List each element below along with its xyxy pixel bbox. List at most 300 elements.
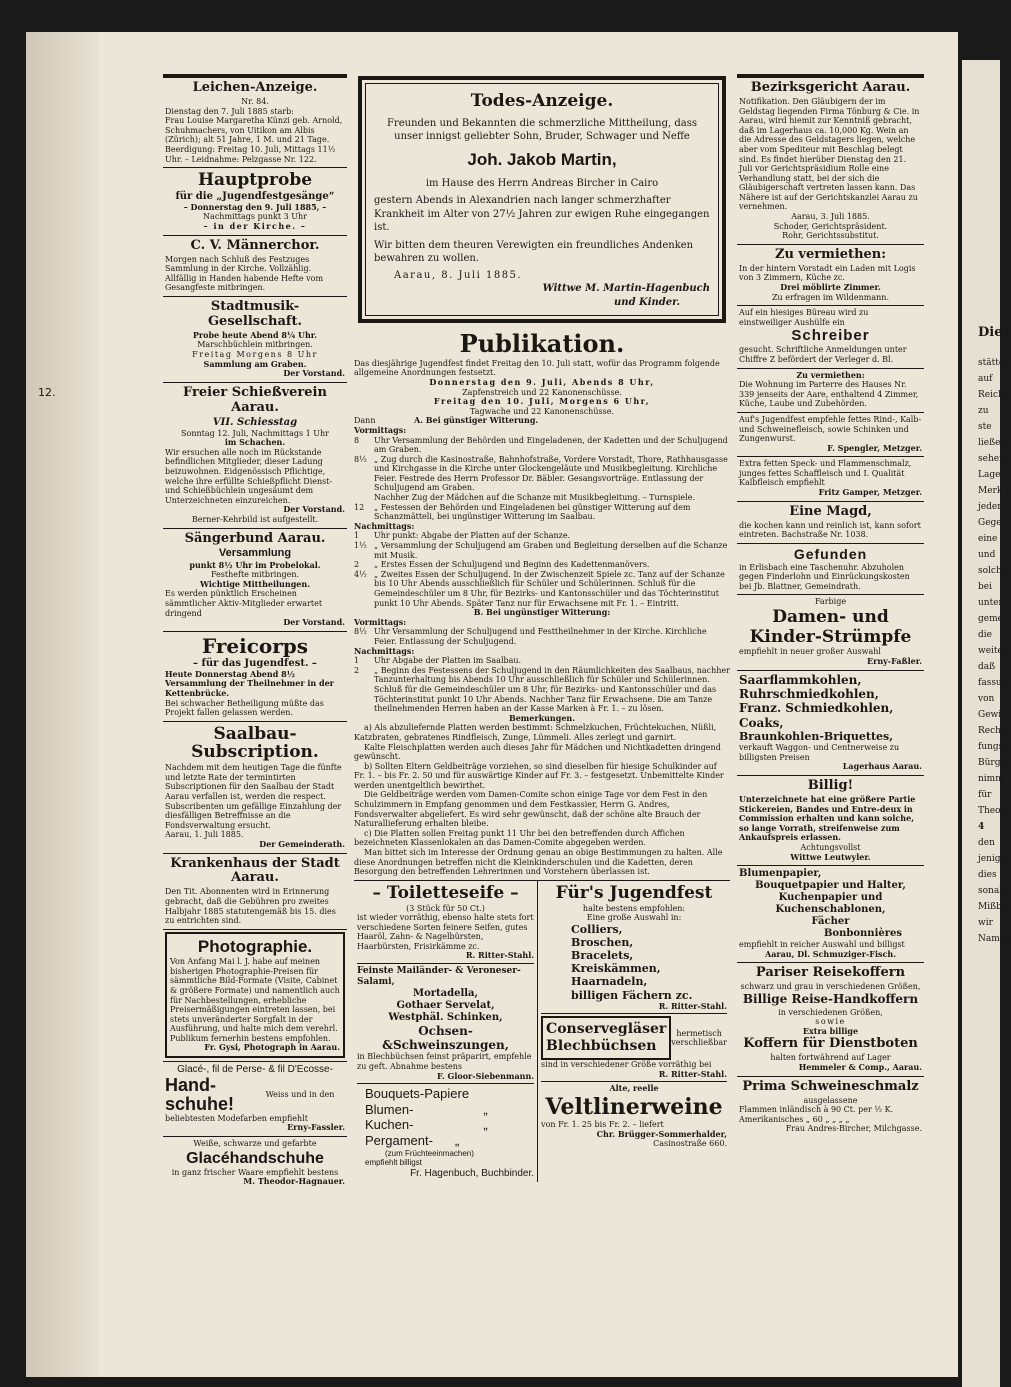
edge-word: den xyxy=(978,838,995,848)
papier-l2: Bouquetpapier und Halter, xyxy=(755,880,906,892)
magd-ad xyxy=(737,502,924,544)
rule xyxy=(357,1083,534,1084)
papier-l4: Kuchenschablonen, xyxy=(775,904,886,916)
schiessverein-title: Freier Schießverein Aarau. xyxy=(183,384,327,415)
edge-word: Mißbr xyxy=(978,902,1007,912)
vermiethen-title: Zu vermiethen: xyxy=(774,246,887,262)
todes-l4: Wir bitten dem theuren Verewigten ein freundliches Andenken bewahren zu wollen. xyxy=(374,239,694,265)
jugendfest-sig: R. Ritter-Stahl. xyxy=(658,1000,727,1011)
bouquets-l5: (zum Früchteeinmachen) xyxy=(385,1148,474,1158)
salami-text: in Blechbüchsen feinst präparirt, empfehle zu geft. Abnahme bestens xyxy=(357,1052,532,1072)
edge-word: geme xyxy=(978,614,1003,624)
column-left xyxy=(163,74,347,1304)
bouquets-l3: Kuchen- xyxy=(365,1117,414,1133)
schedule-time: 12 xyxy=(354,502,365,512)
edge-word: Recht xyxy=(978,726,1005,736)
jugendfest-title: Für's Jugendfest xyxy=(555,882,713,903)
schiessverein-text: Wir ersuchen alle noch im Rückstande befindlichen Mitglieder, dieser Ladung beizuwohnen. Eidgenössisch Pflichtige, welche ihre erfüllte Schießpflicht Dienst- und Schießbüchlein ungesäumt dem Unterzeichneten einzureichen. xyxy=(165,447,333,505)
publikation-a: A. Bei günstiger Witterung. xyxy=(414,415,539,426)
schedule-text: „ Versammlung der Schuljugend am Graben und Begleitung derselben auf die Schanze mit Musik. xyxy=(374,541,728,560)
conserve-ad xyxy=(541,1016,727,1079)
bouquets-l6: empfiehlt billigst xyxy=(365,1158,422,1168)
papier-sig: Aarau, Dl. Schmuziger-Fisch. xyxy=(765,948,896,959)
publikation-rows-a xyxy=(354,436,730,522)
billig-ad xyxy=(737,776,924,866)
papier-text: empfiehlt in reicher Auswahl und billigst xyxy=(739,940,905,950)
stadtmusik-sig: Der Vorstand. xyxy=(283,368,345,379)
edge-word: nimm xyxy=(978,774,1004,784)
bottom-left-stack xyxy=(354,881,538,1182)
rule xyxy=(357,963,534,964)
publikation-d4: Tagwache und 22 Kanonenschüsse. xyxy=(470,406,614,416)
vermiethen-text: In der hintern Vorstadt ein Laden mit Logis von 3 Zimmern, Küche zc. xyxy=(739,263,916,283)
handschuhe-row xyxy=(165,1076,345,1114)
edge-word: auf xyxy=(978,374,993,384)
conserve-right1: hermetisch xyxy=(676,1028,722,1038)
stadtmusik-l2: Marschbüchlein mitbringen. xyxy=(197,340,313,350)
conserve-row xyxy=(541,1016,727,1060)
veltliner-title: Veltlinerweine xyxy=(545,1093,723,1120)
bouquets-ad xyxy=(357,1086,534,1180)
salami-l2: Mortadella, xyxy=(413,987,479,999)
publikation-rows-c xyxy=(354,627,730,646)
saengerbund-sub: Versammlung xyxy=(218,547,292,560)
rule xyxy=(541,1081,727,1082)
todes-title: Todes-Anzeige. xyxy=(470,91,614,111)
publikation-intro: Das diesjährige Jugendfest findet Freitag den 10. Juli statt, wofür das Programm folgende allgemeine Anordnungen festsetzt. xyxy=(354,358,720,378)
struempfe-title1: Damen- und xyxy=(772,606,889,627)
bottom-right-stack xyxy=(538,881,730,1182)
margin-note: 12. xyxy=(38,386,56,399)
schedule-row xyxy=(354,436,730,455)
gamper-text: Extra fetten Speck- und Flammenschmalz, junges fettes Schaffleisch und I. Qualität Kalbfleisch empfiehlt xyxy=(739,459,912,488)
schedule-text: Uhr Versammlung der Schuljugend und Festtheilnehmer in der Kirche. Kirchliche Feier. Entlassung der Schuljugend. xyxy=(374,627,707,646)
saengerbund-l1: punkt 8½ Uhr im Probelokal. xyxy=(189,559,321,570)
schiessverein-sig: Der Vorstand. xyxy=(283,504,345,515)
edge-word: jenige xyxy=(978,854,1006,864)
publikation-a-row xyxy=(354,416,730,426)
edge-word: solche xyxy=(978,566,1008,576)
edge-word: daß xyxy=(978,662,996,672)
edge-word: jeder xyxy=(978,502,1002,512)
saalbau-title: Saalbau-Subscription. xyxy=(191,723,319,763)
krankenhaus-ad xyxy=(163,854,347,930)
billig-l2: Achtungsvollst xyxy=(800,842,861,852)
edge-word-list xyxy=(978,355,1011,947)
koffer-sig: Hemmeler & Comp., Aarau. xyxy=(798,1061,922,1072)
note-paragraph: Die Geldbeiträge werden vom Damen-Comite schon einige Tage vor dem Fest in den Schulzimmern in Empfang genommen und dem Festkassier, Herrn G. Andres, Fondsverwalter abgeliefert. Es wird sehr gewünscht, daß der schöne alte Brauch der Naturallieferung erhalten bleibe. xyxy=(354,790,708,829)
edge-word: fungs xyxy=(978,742,1004,752)
krankenhaus-title: Krankenhaus der Stadt Aarau. xyxy=(170,855,340,886)
glace-title: Glacéhandschuhe xyxy=(186,1149,324,1167)
todes-sig1: Wittwe M. Martin-Hagenbuch xyxy=(542,283,710,295)
kohlen-l4: Coaks, xyxy=(739,715,784,730)
conserve-box xyxy=(541,1016,671,1060)
publikation-d1: Donnerstag den 9. Juli, Abends 8 Uhr, xyxy=(429,376,655,387)
publikation-vorm: Vormittags: xyxy=(354,424,407,435)
bouquets-q: „ xyxy=(483,1117,488,1133)
todes-name: Joh. Jakob Martin, xyxy=(467,149,617,169)
kohlen-l2: Ruhrschmiedkohlen, xyxy=(739,686,879,701)
gefunden-text: in Erlisbach eine Taschenuhr. Abzuholen gegen Finderlohn und Einrückungskosten bei Jb. Blattner, Gemeindrath. xyxy=(739,562,910,591)
bouquets-sig: Fr. Hagenbuch, Buchbinder. xyxy=(410,1167,535,1179)
vermiethen-l2: Drei möblirte Zimmer. xyxy=(780,281,881,292)
struempfe-l1: Farbige xyxy=(814,597,847,607)
schedule-text: „ Beginn des Festessens der Schuljugend in den Räumlichkeiten des Saalbaus, nachher Tanzunterhaltung bis Abends 10 Uhr ausschließlich für Schüler und Schülerinnen. Schluß für die Gemeindeschüler um 8 Uhr, für Bezirks- und Kantonsschüler und das Töchterinstitut punkt 10 Uhr Abends. Nachher Tanz für Erwachsene. Die am Tanze theilnehmenden Herren haben an der Kasse Marken à Fr. 1. – zu lösen. xyxy=(374,665,730,714)
kohlen-l3: Franz. Schmiedkohlen, xyxy=(739,701,894,716)
edge-word: sehen xyxy=(978,454,1005,464)
salami-l3: Gothaer Servelat, xyxy=(396,999,495,1011)
publikation-bem: Bemerkungen. xyxy=(508,712,576,723)
freicorps-ad xyxy=(163,632,347,722)
bouquets-row2 xyxy=(365,1102,534,1118)
edge-word: zu ste xyxy=(978,406,992,432)
photographie-ad xyxy=(163,930,347,1062)
saalbau-date: Aarau, 1. Juli 1885. xyxy=(165,830,244,840)
schedule-row xyxy=(354,560,730,570)
bottom-ads-row1 xyxy=(354,880,730,1182)
gamper-ad xyxy=(737,457,924,501)
koffer-ad xyxy=(737,963,924,1076)
freicorps-text2: Bei schwacher Betheiligung müßte das Projekt fallen gelassen werden. xyxy=(165,698,324,718)
edge-word: bei xyxy=(978,582,992,592)
salami-l1: Feinste Mailänder- & Veroneser-Salami, xyxy=(357,966,521,987)
struempfe-title2: Kinder-Strümpfe xyxy=(749,626,912,647)
saalbau-ad xyxy=(163,722,347,854)
schedule-row xyxy=(354,541,730,560)
publikation-dann: Dann xyxy=(354,416,376,426)
todes-l1: Freunden und Bekannten die schmerzliche Mittheilung, dass unser innigst geliebter Sohn, Bruder, Schwager und Neffe xyxy=(387,117,697,143)
koffer-l2: in verschiedenen Größen, xyxy=(778,1007,883,1017)
spengler-text: Auf's Jugendfest empfehle fettes Rind-, Kalb- und Schweinefleisch, sowie Schinken und Zungenwurst. xyxy=(739,414,922,444)
jugendfest-l2: Eine große Auswahl in: xyxy=(586,913,682,923)
freicorps-sub: – für das Jugendfest. – xyxy=(193,657,317,669)
bezirk-text: Notifikation. Den Gläubigern der im Geldstag liegenden Firma Tönburg & Cie. in Aarau, wird hiemit zur Kenntniß gebracht, daß im Lagerhaus ca. 10,000 Kg. Wein an die Adresse des Geldstagers liegen, welche aber vom Spediteur mit Beschlag belegt sind. Es findet hierüber Dienstag den 21. Juli vor Gerichtspräsidium Rolle eine Verhandlung statt, bei der sich die Gläubigerschaft vertreten lassen kann. Das Nähere ist auf der Gerichtskanzlei Aarau zu vernehmen. xyxy=(739,96,920,212)
schedule-time: 2 xyxy=(354,665,360,675)
jugendfest-ad xyxy=(541,884,727,1012)
bezirk-title: Bezirksgericht Aarau. xyxy=(750,80,911,95)
leichen-l3: Beerdigung: Freitag 10. Juli, Mittags 11½ Uhr. – Leidnahme: Pelzgasse Nr. 122. xyxy=(165,144,336,164)
hauptprobe-title: Hauptprobe xyxy=(197,170,313,191)
schedule-row xyxy=(354,503,730,522)
maennerchor-text: Morgen nach Schluß des Festzuges Sammlung in der Kirche. Vollzählig. Allfällig in Handen habende Hefte vom Gesangfeste mitbringen. xyxy=(165,254,324,293)
todes-anzeige xyxy=(358,76,726,323)
salami-ad xyxy=(357,966,534,1081)
veltliner-sig: Chr. Brügger-Sommerhalder, xyxy=(596,1128,727,1139)
edge-word: von xyxy=(978,694,995,704)
freicorps-text: Heute Donnerstag Abend 8½ Versammlung der Theilnehmer in der Kettenbrücke. xyxy=(165,668,334,698)
schmalz-title: Prima Schweineschmalz xyxy=(742,1078,919,1094)
edge-word: Lage xyxy=(978,470,1001,480)
glace-l2: in ganz frischer Waare empfiehlt bestens xyxy=(171,1167,339,1177)
veltliner-l1: Alte, reelle xyxy=(609,1083,659,1094)
publikation-rows-b xyxy=(354,531,730,608)
conserve-text: sind in verschiedener Größe vorräthig bei xyxy=(541,1060,712,1070)
binding-margin xyxy=(26,32,98,1377)
stadtmusik-ad xyxy=(163,297,347,383)
kohlen-text: verkauft Waggon- und Centnerweise zu billigsten Preisen xyxy=(739,743,900,762)
hauptprobe-sub: für die „Jugendfestgesänge“ xyxy=(175,190,335,202)
stadtmusik-l3: Freitag Morgens 8 Uhr xyxy=(192,349,318,359)
toilette-title: – Toiletteseife – xyxy=(372,882,519,903)
photographie-box xyxy=(165,932,345,1058)
salami-sig: F. Gloor-Siebenmann. xyxy=(437,1070,535,1081)
publikation xyxy=(354,331,730,876)
schedule-time: 1 xyxy=(354,531,360,541)
schedule-text: „ Zug durch die Kasinostraße, Bahnhofstraße, Vordere Vorstadt, Thore, Rathhausgasse und Kirchgasse in die Kirche unter Glockengeläute und Musikbegleitung. Kirchliche Feier. Festrede des Herrn Professor Dr. Bäbler. Gesangsvorträge. Entlassung der Schuljugend am Graben. xyxy=(374,454,728,493)
publikation-notes xyxy=(354,723,730,877)
hauptprobe-ad xyxy=(163,168,347,235)
papier-l1: Blumenpapier, xyxy=(739,868,822,880)
maennerchor-title: C. V. Männerchor. xyxy=(190,237,320,253)
edge-word: fassun xyxy=(978,678,1008,688)
schedule-row xyxy=(354,666,730,714)
publikation-d2: Zapfenstreich und 22 Kanonenschüsse. xyxy=(462,387,622,397)
leichen-l2: Frau Louise Margaretha Künzi geb. Arnold, Schuhmachers, von Uitikon am Albis (Zürich); alt 51 Jahre, 1 M. und 21 Tage. xyxy=(165,116,343,145)
schedule-text: „ Festessen der Behörden und Eingeladenen bei günstiger Witterung auf dem Schanzmätteli, bei ungünstiger Witterung im Saalbau. xyxy=(374,502,691,522)
saalbau-text: Nachdem mit dem heutigen Tage die fünfte und letzte Rate der termintirten Subscriptionen für den Saalbau der Stadt Aarau verfallen ist, werden die respect. Subscribenten um gefällige Einzahlung der diesfälligen Betreffnisse an die Fondsverwaltung ersucht. xyxy=(165,763,342,830)
handschuhe-big: Hand- schuhe! xyxy=(165,1075,235,1114)
salami-l4: Westphäl. Schinken, xyxy=(388,1011,503,1023)
edge-word: und xyxy=(978,550,996,560)
maennerchor-ad xyxy=(163,236,347,297)
schmalz-sig: Frau Andres-Bircher, Milchgasse. xyxy=(785,1124,922,1134)
papier-l3: Kuchenpapier und xyxy=(778,892,883,904)
edge-word: Gege xyxy=(978,518,1002,528)
next-page-edge xyxy=(962,60,1011,1387)
column-right xyxy=(737,74,924,1304)
billig-title: Billig! xyxy=(807,778,854,794)
stadtmusik-l1: Probe heute Abend 8¼ Uhr. xyxy=(192,329,318,340)
schedule-text: „ Zweites Essen der Schuljugend. In der Zwischenzeit Spiele zc. Tanz auf der Schanze bis 10 Uhr Abends ausschließlich für Schüler und Schülerinnen. Schluß für die Gemeindeschüler um 8 Uhr, für Bezirks- und Kantonsschüler und das Töchterinstitut punkt 10 Uhr Abends. Später Tanz nur für Erwachsene mit Fr. 1. – Eintritt. xyxy=(374,569,725,608)
todes-l2: im Hause des Herrn Andreas Bircher in Cairo xyxy=(425,177,659,189)
kohlen-l1: Saarflammkohlen, xyxy=(739,672,862,687)
vermiethen-ad xyxy=(737,245,924,306)
todes-l3: gestern Abends in Alexandrien nach langer schmerzhafter Krankheit im Alter von 27½ Jahren zur ewigen Ruhe eingegangen ist. xyxy=(374,195,710,234)
jugendfest-item: billigen Fächern zc. xyxy=(571,988,693,1002)
bouquets-l2: Blumen- xyxy=(365,1101,414,1117)
schiessverein-l1: Sonntag 12. Juli, Nachmittags 1 Uhr xyxy=(181,428,329,438)
edge-word: Reich xyxy=(978,390,1004,400)
koffer-title2: Billige Reise-Handkoffern xyxy=(742,991,919,1006)
gefunden-title: Gefunden xyxy=(793,545,868,562)
bouquets-q: „ xyxy=(454,1133,460,1149)
vermiethen2-title: Zu vermiethen: xyxy=(796,369,865,380)
bezirksgericht-ad xyxy=(737,74,924,245)
veltliner-ad xyxy=(541,1084,727,1149)
edge-word: unter xyxy=(978,598,1003,608)
schedule-row xyxy=(354,570,730,608)
edge-word: Namen xyxy=(978,934,1011,944)
edge-word: stätte xyxy=(978,358,1005,368)
struempfe-sig: Erny-Faßler. xyxy=(867,655,922,666)
photographie-text: Von Anfang Mai l. J. habe auf meinen bisherigen Photographie-Preisen für sämmtliche Bild-Formate (Visite, Cabinet & größere Formate) und namentlich auch für Nachbestellungen, erhebliche Preisermäßigungen eintreten lassen, bei stets unveränderter Sorgfalt in der Ausführung, und halte mich dem verehrl. Publikum fernerhin bestens empfohlen. xyxy=(170,957,340,1043)
leichen-nr: Nr. 84. xyxy=(241,96,269,106)
rule xyxy=(541,1013,727,1014)
schedule-text: Uhr punkt: Abgabe der Platten auf der Schanze. xyxy=(374,531,571,541)
vermiethen2-ad xyxy=(737,369,924,413)
todes-inner xyxy=(365,83,719,316)
bouquets-row3 xyxy=(365,1117,534,1133)
publikation-nachm: Nachmittags: xyxy=(354,520,415,531)
schedule-text: Uhr Versammlung der Behörden und Eingeladenen, der Kadetten und der Schuljugend am Graben. xyxy=(374,435,728,455)
edge-word: wir xyxy=(978,918,993,928)
conserve-title2: Blechbüchsen xyxy=(546,1038,657,1055)
kohlen-l5: Braunkohlen-Briquettes, xyxy=(739,730,894,744)
schedule-row xyxy=(354,531,730,541)
saengerbund-l2: Festhefte mitbringen. xyxy=(210,570,300,580)
saengerbund-sig: Der Vorstand. xyxy=(283,617,345,628)
schedule-time: 4½ xyxy=(354,569,367,579)
edge-word: Theor xyxy=(978,806,1005,816)
spengler-sig: F. Spengler, Metzger. xyxy=(827,442,922,453)
glace-sig: M. Theodor-Hagnauer. xyxy=(243,1176,345,1187)
saengerbund-text: Es werden pünktlich Erscheinen sämmtlicher Aktiv-Mitglieder erwartet dringend xyxy=(165,589,323,618)
saengerbund-l3: Wichtige Mittheilungen. xyxy=(200,578,310,589)
schmalz-l1: ausgelassene xyxy=(803,1095,858,1105)
conserve-title1: Conservegläser xyxy=(546,1021,667,1038)
edge-word: Merk xyxy=(978,486,1003,496)
schmalz-l2: Flammen inländisch à 90 Ct. per ½ K. xyxy=(739,1105,894,1115)
schedule-text: Uhr Abgabe der Platten im Saalbau. xyxy=(374,656,522,666)
hauptprobe-l2: Nachmittags punkt 3 Uhr xyxy=(203,212,307,222)
schreiber-text: gesucht. Schriftliche Anmeldungen unter Chiffre Z befördert der Verleger d. Bl. xyxy=(739,345,907,364)
todes-date: Aarau, 8. Juli 1885. xyxy=(394,269,523,281)
conserve-right xyxy=(671,1029,727,1048)
veltliner-sig2: Casinostraße 660. xyxy=(653,1139,727,1149)
note-paragraph: c) Die Platten sollen Freitag punkt 11 Uhr bei den betreffenden durch Affichen bezeichneten Klassenlokalen an das Damen-Comite abgegeben werden. xyxy=(354,828,685,848)
veltliner-text: von Fr. 1. 25 bis Fr. 2. – liefert xyxy=(541,1120,664,1130)
jugendfest-item: Colliers, xyxy=(571,922,623,936)
kohlen-sig: Lagerhaus Aarau. xyxy=(842,761,922,772)
schmalz-l3: Amerikanisches „ 60 „ „ „ „ xyxy=(739,1114,850,1124)
schreiber-l1: Auf ein hiesiges Büreau wird zu einstweiliger Aushülfe ein xyxy=(739,308,869,327)
handschuhe-right: Weiss und in den xyxy=(265,1090,335,1100)
saengerbund-ad xyxy=(163,529,347,632)
schedule-time: 8½ xyxy=(354,627,367,637)
photographie-sig: Fr. Gysi, Photograph in Aarau. xyxy=(204,1042,340,1053)
saengerbund-title: Sängerbund Aarau. xyxy=(184,530,326,546)
toilette-text: ist wieder vorräthig, ebenso halte stets fort verschiedene Sorten feinere Seifen, gutes Haaröl, Zahn- & Nagelbürsten, Haarbürsten, Frisirkämme zc. xyxy=(357,913,534,951)
freicorps-title: Freicorps xyxy=(201,633,308,658)
todes-sig2: und Kinder. xyxy=(614,296,680,308)
edge-heading: Die xyxy=(978,325,1003,340)
struempfe-ad xyxy=(737,595,924,670)
edge-word: sonalt xyxy=(978,886,1006,896)
conserve-sig: R. Ritter-Stahl. xyxy=(658,1068,727,1079)
column-middle xyxy=(354,74,730,1304)
edge-word: Bürge xyxy=(978,758,1006,768)
struempfe-text: empfiehlt in neuer großer Auswahl xyxy=(739,647,881,657)
edge-word: für xyxy=(978,790,992,800)
toilette-sig: R. Ritter-Stahl. xyxy=(465,950,535,961)
note-paragraph: Kalte Fleischplatten werden auch dieses Jahr für Mädchen und Nichtkadetten dringend gewünscht. xyxy=(354,742,721,762)
leichen-anzeige xyxy=(163,74,347,168)
schreiber-ad xyxy=(737,306,924,368)
hauptprobe-l1: – Donnerstag den 9. Juli 1885, – xyxy=(183,201,327,212)
edge-word: die xyxy=(978,630,992,640)
koffer-l4: Extra billige xyxy=(802,1025,859,1036)
magd-title: Eine Magd, xyxy=(789,503,872,519)
handschuhe-l2: beliebtesten Modefarben empfiehlt xyxy=(165,1113,308,1123)
papier-l6: Bonbonnières xyxy=(823,928,902,940)
koffer-l1: schwarz und grau in verschiedenen Größen, xyxy=(740,982,921,992)
handschuhe-ad xyxy=(163,1062,347,1137)
bezirk-date: Aarau, 3. Juli 1885. xyxy=(791,212,870,222)
bezirk-sig1: Schoder, Gerichtspräsident. xyxy=(773,221,888,231)
saalbau-sig: Der Gemeinderath. xyxy=(259,838,345,849)
jugendfest-item: Broschen, xyxy=(571,935,634,949)
schedule-text: „ Erstes Essen der Schuljugend und Beginn des Kadettenmanövers. xyxy=(374,560,650,570)
bouquets-l4: Pergament- xyxy=(365,1133,433,1149)
papier-l5: Fächer xyxy=(811,916,850,928)
bouquets-l1: Bouquets-Papiere xyxy=(365,1086,470,1102)
salami-big: Ochsen-&Schweinszungen, xyxy=(382,1023,509,1053)
bouquets-row4 xyxy=(365,1133,534,1149)
schedule-row xyxy=(354,455,730,493)
leichen-l1: Dienstag den 7. Juli 1885 starb: xyxy=(165,106,294,116)
vermiethen2-text: Die Wohnung im Parterre des Hauses Nr. 339 jenseits der Aare, enthaltend 4 Zimmer, Küche, Laube und Zubehörden. xyxy=(739,380,919,409)
leichen-title: Leichen-Anzeige. xyxy=(192,80,318,95)
edge-word: dies xyxy=(978,870,997,880)
schedule-time: 1 xyxy=(354,656,360,666)
gefunden-ad xyxy=(737,544,924,596)
stadtmusik-l4: Sammlung am Graben. xyxy=(203,358,307,369)
publikation-rows-d xyxy=(354,656,730,714)
note-paragraph: b) Sollten Eltern Geldbeiträge vorziehen, so sind dieselben für hiesige Schulkinder auf Fr. 1. – bis Fr. 2. 50 und für auswärtige Kinder auf Fr. 3. – festgesetzt. Unbemittelte Kinder werden unentgeltlich bewirthet. xyxy=(354,761,724,790)
edge-word: weiter xyxy=(978,646,1008,656)
schreiber-title: Schreiber xyxy=(791,327,870,345)
magd-text: die kochen kann und reinlich ist, kann sofort eintreten. Bachstraße Nr. 1038. xyxy=(739,520,921,540)
publikation-b: B. Bei ungünstiger Witterung: xyxy=(473,607,611,618)
schedule-row xyxy=(354,627,730,646)
schedule-time: 8 xyxy=(354,435,360,445)
publikation-vorm2: Vormittags: xyxy=(354,616,407,627)
glace-l1: Weiße, schwarze und gefarbte xyxy=(193,1139,317,1149)
jugendfest-item: Haarnadeln, xyxy=(571,975,648,989)
handschuhe-sig: Erny-Fassler. xyxy=(287,1122,345,1133)
billig-text: Unterzeichnete hat eine größere Partie Stickereien, Bandes und Entre-deux in Commission erhalten und kann solche, so lange Vorrath, streifenweise zum Ankaufspreis erlassen. xyxy=(739,793,916,843)
schiessverein-extra: Berner-Kehrbild ist aufgestellt. xyxy=(191,514,319,524)
jugendfest-item: Kreiskämmen, xyxy=(571,962,661,976)
koffer-title3: Koffern für Dienstboten xyxy=(743,1036,918,1052)
bouquets-q: „ xyxy=(483,1101,488,1117)
jugendfest-item: Bracelets, xyxy=(571,949,634,963)
spengler-ad xyxy=(737,413,924,457)
schedule-row xyxy=(354,656,730,666)
kohlen-ad xyxy=(737,671,924,777)
photographie-title: Photographie. xyxy=(197,936,313,956)
koffer-l3: sowie xyxy=(815,1017,846,1027)
note-paragraph: Man bittet sich im Interesse der Ordnung genau an obige Bestimmungen zu halten. Alle diese Anordnungen betreffen nicht die Kleinkinderschulen und die Kadetten, deren Besorgung den betreffenden Lehrerinnen und Vorstehern überlassen ist. xyxy=(354,848,723,877)
glacehandschuhe-ad xyxy=(163,1137,347,1190)
publikation-title: Publikation. xyxy=(459,329,625,359)
schiessverein-sub: VII. Schiesstag xyxy=(212,416,298,428)
edge-word: eine xyxy=(978,534,998,544)
edge-word: Gewi xyxy=(978,710,1002,720)
hauptprobe-l3: – in der Kirche. – xyxy=(203,220,307,231)
bezirk-sig2: Rohr, Gerichtssubstitut. xyxy=(782,231,879,241)
gamper-sig: Fritz Gamper, Metzger. xyxy=(818,487,922,498)
toilette-l1: (3 Stück für 50 Ct.) xyxy=(406,903,485,913)
jugendfest-items xyxy=(541,923,727,1002)
edge-word: ließen xyxy=(978,438,1007,448)
jugendfest-l1: halte bestens empfohlen: xyxy=(582,903,686,913)
billig-sig: Wittwe Leutwyler. xyxy=(790,851,871,862)
koffer-l5: halten fortwährend auf Lager xyxy=(770,1053,891,1063)
handschuhe-l1: Glacé-, fil de Perse- & fil D'Ecosse- xyxy=(177,1064,333,1076)
koffer-title: Pariser Reisekoffern xyxy=(755,965,906,981)
